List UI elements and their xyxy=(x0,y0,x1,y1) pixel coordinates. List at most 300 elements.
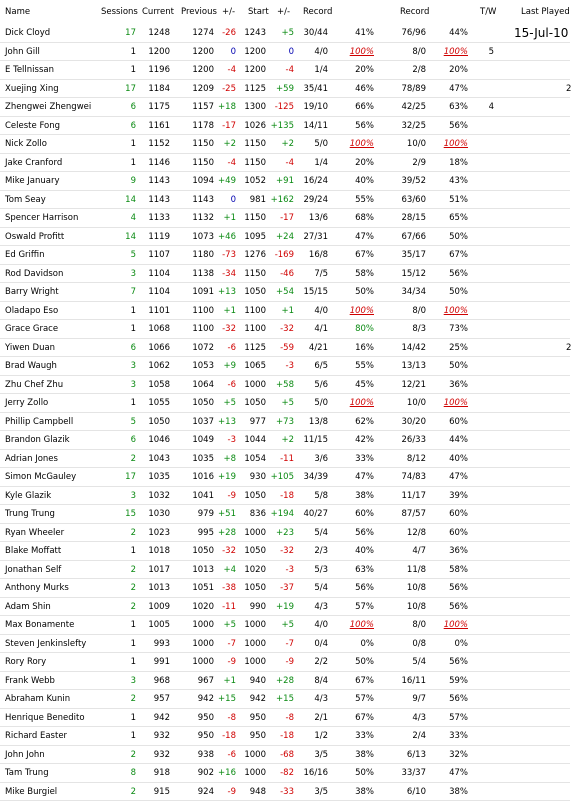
current-rating-cell: 1104 xyxy=(148,268,170,279)
record-cell: 13/8 xyxy=(308,416,328,427)
record-percent-cell: 67% xyxy=(355,250,374,260)
delta-previous-cell: +4 xyxy=(223,564,236,575)
delta-start-cell: -18 xyxy=(280,731,294,741)
player-name: Adrian Jones xyxy=(5,453,58,464)
delta-start-cell: -37 xyxy=(280,583,294,593)
previous-rating-cell: 1157 xyxy=(192,102,214,112)
delta-previous-cell: -32 xyxy=(222,324,236,334)
table-row[interactable] xyxy=(0,413,570,432)
start-rating-cell: 1065 xyxy=(244,361,266,371)
record-cell: 5/3 xyxy=(314,564,328,575)
delta-previous-cell: +13 xyxy=(218,287,236,297)
start-rating-cell: 1125 xyxy=(244,83,266,94)
player-name: John Gill xyxy=(5,46,40,57)
sessions-cell: 2 xyxy=(130,786,136,797)
table-row[interactable] xyxy=(0,135,570,154)
record-games-percent-cell: 18% xyxy=(449,157,468,168)
previous-rating-cell: 1000 xyxy=(192,657,214,667)
previous-rating-cell: 1150 xyxy=(192,139,214,149)
record-cell: 4/1 xyxy=(314,324,328,334)
previous-rating-cell: 1073 xyxy=(192,231,214,242)
record-percent-cell: 45% xyxy=(355,379,374,390)
delta-start-cell: -3 xyxy=(285,564,294,575)
current-rating-cell: 1062 xyxy=(148,361,170,371)
delta-previous-cell: 0 xyxy=(230,194,236,205)
delta-previous-cell: -32 xyxy=(222,546,236,556)
player-name: Barry Wright xyxy=(5,287,59,297)
player-name: Jake Cranford xyxy=(5,157,63,168)
record-games-percent-cell: 100% xyxy=(443,139,468,149)
player-name: Nick Zollo xyxy=(5,139,47,149)
record-percent-cell: 100% xyxy=(349,305,374,316)
delta-previous-cell: -4 xyxy=(227,157,236,168)
start-rating-cell: 1050 xyxy=(244,287,266,297)
current-rating-cell: 1005 xyxy=(148,620,170,630)
sessions-cell: 2 xyxy=(130,564,136,575)
record-cell: 3/6 xyxy=(314,453,328,464)
delta-previous-cell: -4 xyxy=(227,65,236,75)
table-row[interactable] xyxy=(0,154,570,173)
previous-rating-cell: 1041 xyxy=(192,490,214,501)
current-rating-cell: 1152 xyxy=(148,139,170,149)
table-row[interactable] xyxy=(0,43,570,62)
previous-rating-cell: 1143 xyxy=(192,194,214,205)
record-games-percent-cell: 56% xyxy=(449,657,468,667)
record-games-cell: 67/66 xyxy=(401,231,426,242)
current-rating-cell: 1035 xyxy=(148,472,170,482)
table-row[interactable] xyxy=(0,61,570,80)
record-percent-cell: 38% xyxy=(355,490,374,501)
sessions-cell: 2 xyxy=(130,694,136,704)
cut-off-cell: 2 xyxy=(566,83,572,94)
sessions-cell: 3 xyxy=(130,268,136,279)
delta-start-cell: -4 xyxy=(285,157,294,168)
previous-rating-cell: 950 xyxy=(197,712,214,723)
record-games-cell: 35/17 xyxy=(401,250,426,260)
player-name: Kyle Glazik xyxy=(5,490,52,501)
start-rating-cell: 1200 xyxy=(244,65,266,75)
delta-previous-cell: +9 xyxy=(223,361,236,371)
record-games-percent-cell: 56% xyxy=(449,268,468,279)
previous-rating-cell: 1150 xyxy=(192,157,214,168)
delta-start-cell: +19 xyxy=(276,601,294,612)
record-cell: 15/15 xyxy=(303,287,328,297)
player-name: Yiwen Duan xyxy=(5,342,56,353)
record-percent-cell: 66% xyxy=(355,102,374,112)
player-name: Oswald Profitt xyxy=(5,231,65,242)
previous-rating-cell: 1072 xyxy=(192,342,214,353)
delta-start-cell: +1 xyxy=(281,305,294,316)
start-rating-cell: 1000 xyxy=(244,638,266,649)
delta-previous-cell: -7 xyxy=(227,638,236,649)
sessions-cell: 1 xyxy=(130,65,136,75)
delta-previous-cell: -6 xyxy=(227,379,236,390)
record-games-percent-cell: 60% xyxy=(449,527,468,538)
start-rating-cell: 1150 xyxy=(244,213,266,223)
table-row[interactable] xyxy=(0,191,570,210)
record-games-percent-cell: 65% xyxy=(449,213,468,223)
table-row[interactable] xyxy=(0,542,570,561)
delta-previous-cell: +8 xyxy=(223,453,236,464)
table-row[interactable] xyxy=(0,450,570,469)
table-row[interactable] xyxy=(0,24,570,43)
record-games-cell: 10/0 xyxy=(406,398,426,408)
delta-start-cell: -11 xyxy=(280,453,294,464)
delta-start-cell: +135 xyxy=(270,120,294,131)
start-rating-cell: 1052 xyxy=(244,176,266,186)
player-name: Dick Cloyd xyxy=(5,28,51,38)
start-rating-cell: 1000 xyxy=(244,379,266,390)
sessions-cell: 5 xyxy=(130,250,136,260)
sessions-cell: 1 xyxy=(130,398,136,408)
current-rating-cell: 1143 xyxy=(148,194,170,205)
record-cell: 1/4 xyxy=(314,65,328,75)
record-cell: 16/24 xyxy=(303,176,328,186)
table-row[interactable] xyxy=(0,561,570,580)
delta-previous-cell: -25 xyxy=(222,83,236,94)
delta-start-cell: -33 xyxy=(280,786,294,797)
table-row[interactable] xyxy=(0,172,570,191)
current-rating-cell: 1050 xyxy=(148,416,170,427)
delta-start-cell: -17 xyxy=(280,213,294,223)
sessions-cell: 1 xyxy=(130,712,136,723)
delta-start-cell: +2 xyxy=(281,139,294,149)
header-last-played[interactable]: Last Played xyxy=(521,7,570,17)
player-name: Mike January xyxy=(5,176,60,186)
player-name: Trung Trung xyxy=(5,509,55,519)
delta-previous-cell: +5 xyxy=(223,398,236,408)
current-rating-cell: 1055 xyxy=(148,398,170,408)
delta-start-cell: +194 xyxy=(270,509,294,519)
record-percent-cell: 20% xyxy=(355,65,374,75)
record-cell: 5/4 xyxy=(314,583,328,593)
current-rating-cell: 957 xyxy=(153,694,170,704)
table-row[interactable] xyxy=(0,339,570,358)
table-row[interactable] xyxy=(0,727,570,746)
delta-previous-cell: +5 xyxy=(223,620,236,630)
previous-rating-cell: 1035 xyxy=(192,453,214,464)
delta-previous-cell: +15 xyxy=(218,694,236,704)
record-percent-cell: 62% xyxy=(355,416,374,427)
record-cell: 4/0 xyxy=(314,620,328,630)
header-current[interactable]: Current xyxy=(142,7,174,17)
current-rating-cell: 1248 xyxy=(148,28,170,38)
record-games-cell: 4/7 xyxy=(412,546,426,556)
sessions-cell: 6 xyxy=(130,102,136,112)
previous-rating-cell: 1100 xyxy=(192,305,214,316)
sessions-cell: 7 xyxy=(130,287,136,297)
sessions-cell: 17 xyxy=(125,28,136,38)
record-percent-cell: 47% xyxy=(355,472,374,482)
header-tw[interactable]: T/W xyxy=(480,7,497,17)
sessions-cell: 1 xyxy=(130,731,136,741)
record-games-percent-cell: 36% xyxy=(449,379,468,390)
current-rating-cell: 1161 xyxy=(148,120,170,131)
sessions-cell: 1 xyxy=(130,324,136,334)
table-row[interactable] xyxy=(0,764,570,783)
record-percent-cell: 68% xyxy=(355,213,374,223)
record-games-cell: 15/12 xyxy=(401,268,426,279)
record-percent-cell: 100% xyxy=(349,46,374,57)
table-row[interactable] xyxy=(0,487,570,506)
start-rating-cell: 836 xyxy=(249,509,266,519)
delta-start-cell: -18 xyxy=(280,490,294,501)
table-row[interactable] xyxy=(0,265,570,284)
sessions-cell: 2 xyxy=(130,583,136,593)
header-sessions[interactable]: Sessions xyxy=(101,7,138,17)
table-row[interactable] xyxy=(0,228,570,247)
previous-rating-cell: 1020 xyxy=(192,601,214,612)
table-row[interactable] xyxy=(0,209,570,228)
delta-previous-cell: +1 xyxy=(223,305,236,316)
sessions-cell: 2 xyxy=(130,749,136,760)
record-games-cell: 12/21 xyxy=(401,379,426,390)
record-percent-cell: 40% xyxy=(355,176,374,186)
current-rating-cell: 1119 xyxy=(148,231,170,242)
previous-rating-cell: 938 xyxy=(197,749,214,760)
delta-start-cell: -4 xyxy=(285,65,294,75)
record-games-percent-cell: 20% xyxy=(449,65,468,75)
sessions-cell: 14 xyxy=(125,231,136,242)
table-row[interactable] xyxy=(0,117,570,136)
previous-rating-cell: 995 xyxy=(197,527,214,538)
previous-rating-cell: 1037 xyxy=(192,416,214,427)
delta-start-cell: -46 xyxy=(280,268,294,279)
record-games-percent-cell: 0% xyxy=(454,638,468,649)
table-row[interactable] xyxy=(0,524,570,543)
start-rating-cell: 1150 xyxy=(244,157,266,168)
start-rating-cell: 1050 xyxy=(244,490,266,501)
player-name: Phillip Campbell xyxy=(5,416,74,427)
delta-start-cell: +23 xyxy=(276,527,294,538)
delta-previous-cell: +19 xyxy=(218,472,236,482)
header-start[interactable]: Start xyxy=(248,7,269,17)
table-row[interactable] xyxy=(0,709,570,728)
delta-start-cell: -68 xyxy=(280,749,294,760)
delta-previous-cell: +49 xyxy=(218,176,236,186)
sessions-cell: 15 xyxy=(125,509,136,519)
record-cell: 4/3 xyxy=(314,694,328,704)
sessions-cell: 4 xyxy=(130,213,136,223)
player-name: Simon McGauley xyxy=(5,472,77,482)
record-games-percent-cell: 50% xyxy=(449,287,468,297)
record-games-cell: 10/0 xyxy=(406,139,426,149)
previous-rating-cell: 1064 xyxy=(192,379,214,390)
record-games-cell: 13/13 xyxy=(401,361,426,371)
start-rating-cell: 1125 xyxy=(244,342,266,353)
previous-rating-cell: 924 xyxy=(197,786,214,797)
current-rating-cell: 1009 xyxy=(148,601,170,612)
previous-rating-cell: 1274 xyxy=(192,28,214,38)
delta-start-cell: -169 xyxy=(274,250,294,260)
table-row[interactable] xyxy=(0,283,570,302)
table-row[interactable] xyxy=(0,320,570,339)
sessions-cell: 3 xyxy=(130,361,136,371)
table-row[interactable] xyxy=(0,302,570,321)
table-row[interactable] xyxy=(0,653,570,672)
table-row[interactable] xyxy=(0,505,570,524)
record-games-cell: 8/0 xyxy=(412,46,426,57)
previous-rating-cell: 1091 xyxy=(192,287,214,297)
record-percent-cell: 33% xyxy=(355,453,374,464)
header-name[interactable]: Name xyxy=(5,7,31,17)
record-cell: 34/39 xyxy=(303,472,328,482)
record-games-percent-cell: 38% xyxy=(449,786,468,797)
record-cell: 3/5 xyxy=(314,749,328,760)
record-games-cell: 10/8 xyxy=(406,583,426,593)
current-rating-cell: 1133 xyxy=(148,213,170,223)
current-rating-cell: 1043 xyxy=(148,453,170,464)
table-row[interactable] xyxy=(0,431,570,450)
record-cell: 16/8 xyxy=(308,250,328,260)
record-cell: 30/44 xyxy=(303,28,328,38)
record-games-cell: 78/89 xyxy=(401,83,426,94)
header-previous[interactable]: Previous xyxy=(181,7,217,17)
start-rating-cell: 950 xyxy=(249,731,266,741)
start-rating-cell: 1243 xyxy=(244,28,266,38)
header-record[interactable]: Record xyxy=(303,7,333,17)
record-games-percent-cell: 100% xyxy=(443,620,468,630)
current-rating-cell: 1017 xyxy=(148,564,170,575)
start-rating-cell: 940 xyxy=(249,675,266,686)
table-row[interactable] xyxy=(0,468,570,487)
player-name: Tam Trung xyxy=(5,768,49,778)
start-rating-cell: 1200 xyxy=(244,46,266,57)
header-record-games[interactable]: Record xyxy=(400,7,430,17)
record-games-percent-cell: 32% xyxy=(449,749,468,760)
player-name: Celeste Fong xyxy=(5,120,61,131)
player-name: Jerry Zollo xyxy=(5,398,49,408)
start-rating-cell: 950 xyxy=(249,712,266,723)
record-cell: 4/21 xyxy=(308,342,328,353)
start-rating-cell: 1100 xyxy=(244,324,266,334)
delta-start-cell: -125 xyxy=(274,102,294,112)
table-row[interactable] xyxy=(0,357,570,376)
sessions-cell: 1 xyxy=(130,546,136,556)
record-cell: 6/5 xyxy=(314,361,328,371)
previous-rating-cell: 1051 xyxy=(192,583,214,593)
player-name: Rory Rory xyxy=(5,657,47,667)
player-name: Brandon Glazik xyxy=(5,435,70,445)
delta-previous-cell: -18 xyxy=(222,731,236,741)
delta-start-cell: -32 xyxy=(280,546,294,556)
record-cell: 4/3 xyxy=(314,601,328,612)
table-row[interactable] xyxy=(0,635,570,654)
record-games-percent-cell: 50% xyxy=(449,361,468,371)
start-rating-cell: 930 xyxy=(249,472,266,482)
current-rating-cell: 1184 xyxy=(148,83,170,94)
sessions-cell: 6 xyxy=(130,342,136,353)
player-name: Max Bonamente xyxy=(5,620,75,630)
record-percent-cell: 47% xyxy=(355,231,374,242)
record-games-cell: 8/12 xyxy=(406,453,426,464)
record-games-percent-cell: 58% xyxy=(449,564,468,575)
sessions-cell: 1 xyxy=(130,638,136,649)
table-row[interactable] xyxy=(0,783,570,802)
delta-previous-cell: -3 xyxy=(227,435,236,445)
sessions-cell: 14 xyxy=(125,194,136,205)
sessions-cell: 17 xyxy=(125,83,136,94)
start-rating-cell: 1276 xyxy=(244,250,266,260)
table-row[interactable] xyxy=(0,579,570,598)
previous-rating-cell: 1013 xyxy=(192,564,214,575)
current-rating-cell: 1058 xyxy=(148,379,170,390)
record-games-cell: 16/11 xyxy=(401,675,426,686)
table-row[interactable] xyxy=(0,616,570,635)
player-name: Oladapo Eso xyxy=(5,305,59,316)
record-games-cell: 4/3 xyxy=(412,712,426,723)
record-cell: 5/4 xyxy=(314,527,328,538)
previous-rating-cell: 942 xyxy=(197,694,214,704)
record-games-percent-cell: 47% xyxy=(449,768,468,778)
table-row[interactable] xyxy=(0,98,570,117)
tw-cell: 4 xyxy=(488,102,494,112)
start-rating-cell: 1150 xyxy=(244,268,266,279)
record-games-percent-cell: 40% xyxy=(449,453,468,464)
current-rating-cell: 991 xyxy=(153,657,170,667)
previous-rating-cell: 1178 xyxy=(192,120,214,131)
header-delta-previous[interactable]: +/- xyxy=(222,7,236,17)
record-cell: 40/27 xyxy=(303,509,328,519)
previous-rating-cell: 1000 xyxy=(192,638,214,649)
start-rating-cell: 1300 xyxy=(244,102,266,112)
sessions-cell: 1 xyxy=(130,657,136,667)
start-rating-cell: 1026 xyxy=(244,120,266,131)
previous-rating-cell: 1100 xyxy=(192,324,214,334)
current-rating-cell: 932 xyxy=(153,731,170,741)
record-percent-cell: 38% xyxy=(355,786,374,797)
table-row[interactable] xyxy=(0,394,570,413)
sessions-cell: 1 xyxy=(130,157,136,168)
table-row[interactable] xyxy=(0,376,570,395)
record-percent-cell: 57% xyxy=(355,694,374,704)
previous-rating-cell: 1209 xyxy=(192,83,214,94)
record-percent-cell: 46% xyxy=(355,83,374,94)
record-games-cell: 6/13 xyxy=(406,749,426,760)
record-games-percent-cell: 100% xyxy=(443,398,468,408)
table-row[interactable] xyxy=(0,80,570,99)
record-cell: 1/4 xyxy=(314,157,328,168)
current-rating-cell: 918 xyxy=(153,768,170,778)
table-row[interactable] xyxy=(0,672,570,691)
record-games-cell: 32/25 xyxy=(401,120,426,131)
previous-rating-cell: 1049 xyxy=(192,435,214,445)
delta-start-cell: -9 xyxy=(285,657,294,667)
record-percent-cell: 67% xyxy=(355,675,374,686)
start-rating-cell: 1000 xyxy=(244,768,266,778)
record-cell: 7/5 xyxy=(314,268,328,279)
record-cell: 2/1 xyxy=(314,712,328,723)
delta-previous-cell: +46 xyxy=(218,231,236,242)
record-games-percent-cell: 56% xyxy=(449,583,468,593)
table-row[interactable] xyxy=(0,690,570,709)
header-delta-start[interactable]: +/- xyxy=(277,7,291,17)
previous-rating-cell: 1016 xyxy=(192,472,214,482)
record-percent-cell: 100% xyxy=(349,139,374,149)
record-games-cell: 6/10 xyxy=(406,786,426,797)
delta-previous-cell: -9 xyxy=(227,657,236,667)
table-row[interactable] xyxy=(0,746,570,765)
record-cell: 2/3 xyxy=(314,546,328,556)
record-games-percent-cell: 44% xyxy=(449,435,468,445)
current-rating-cell: 1030 xyxy=(148,509,170,519)
table-row[interactable] xyxy=(0,246,570,265)
record-games-percent-cell: 73% xyxy=(449,324,468,334)
delta-previous-cell: -11 xyxy=(222,601,236,612)
record-percent-cell: 33% xyxy=(355,731,374,741)
table-row[interactable] xyxy=(0,598,570,617)
delta-previous-cell: +28 xyxy=(218,527,236,538)
